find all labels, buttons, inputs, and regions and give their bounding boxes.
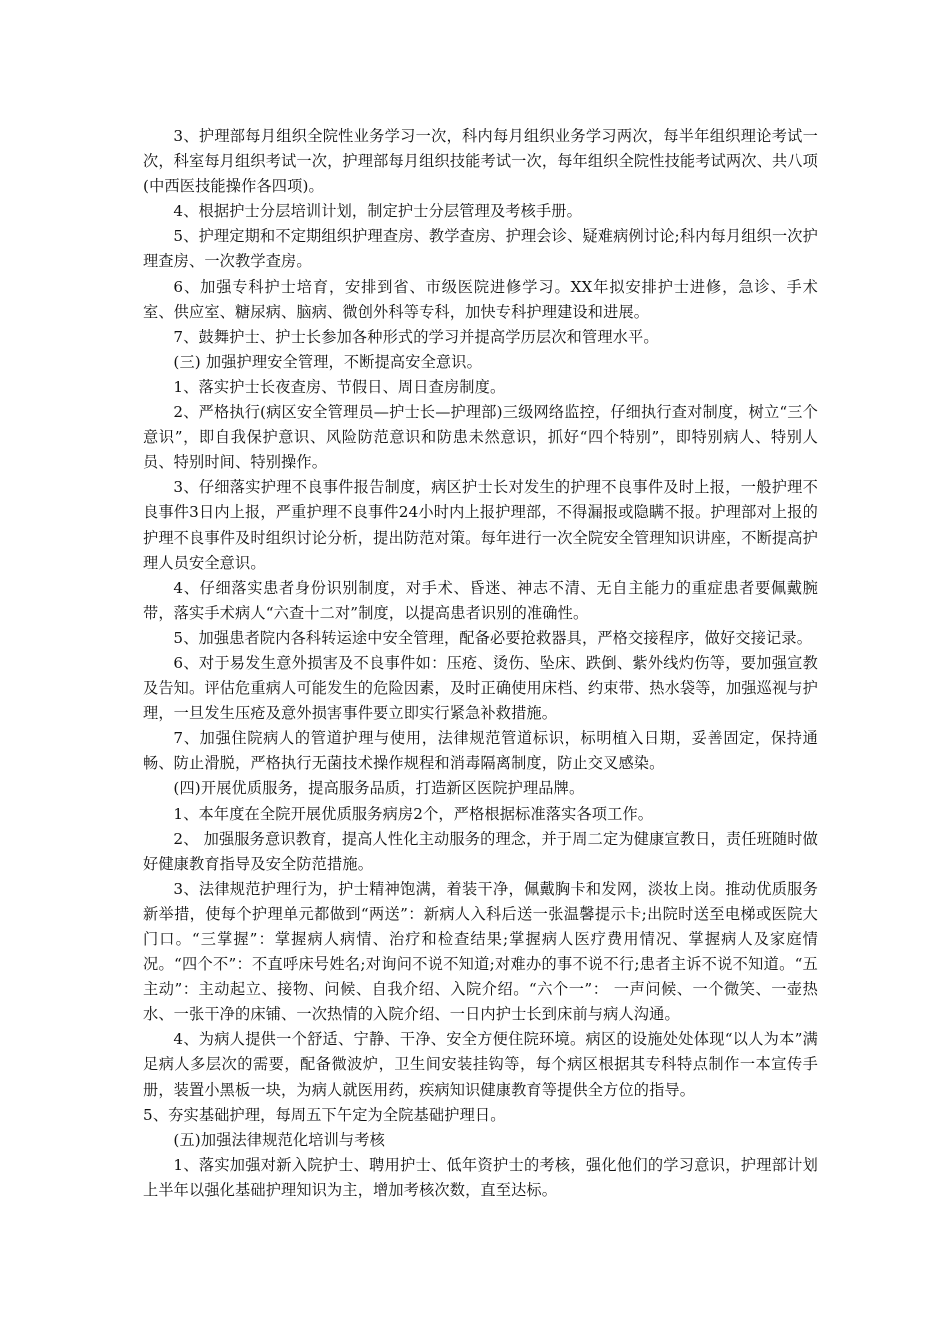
paragraph: 7、鼓舞护士、护士长参加各种形式的学习并提高学历层次和管理水平。	[173, 327, 659, 346]
paragraph: 5、加强患者院内各科转运途中安全管理，配备必要抢救器具，严格交接程序，做好交接记录。	[173, 628, 813, 647]
paragraph: 4、为病人提供一个舒适、宁静、干净、安全方便住院环境。病区的设施处处体现“以人为本”满足病人多层次的需要，配备微波炉，卫生间安装挂钩等，每个病区根据其专科特点制作一本宣传手册，装置小黑板一块，为病人就医用药，疾病知识健康教育等提供全方位的指导。	[143, 1030, 818, 1099]
paragraph: 6、对于易发生意外损害及不良事件如：压疮、烫伤、坠床、跌倒、紫外线灼伤等，要加强宣教及告知。评估危重病人可能发生的危险因素，及时正确使用床档、约束带、热水袋等，加强巡视与护理，一旦发生压疮及意外损害事件要立即实行紧急补救措施。	[143, 653, 818, 723]
section-heading: (五)加强法律规范化培训与考核	[173, 1130, 385, 1149]
paragraph: 3、护理部每月组织全院性业务学习一次，科内每月组织业务学习两次，每半年组织理论考试一次，科室每月组织考试一次，护理部每月组织技能考试一次，每年组织全院性技能考试两次、共八项(中西医技能操作各四项)。	[143, 127, 818, 196]
section-heading: (三) 加强护理安全管理，不断提高安全意识。	[173, 352, 482, 371]
paragraph: 2、严格执行(病区安全管理员—护士长—护理部)三级网络监控，仔细执行查对制度，树立“三个意识”，即自我保护意识、风险防范意识和防患未然意识，抓好“四个特别”，即特别病人、特别人员、特别时间、特别操作。	[143, 403, 818, 472]
paragraph: 1、落实护士长夜查房、节假日、周日查房制度。	[173, 377, 506, 396]
paragraph: 5、护理定期和不定期组织护理查房、教学查房、护理会诊、疑难病例讨论;科内每月组织一次护理查房、一次教学查房。	[143, 227, 818, 271]
document-body	[143, 124, 818, 1203]
paragraph: 7、加强住院病人的管道护理与使用，法律规范管道标识，标明植入日期，妥善固定，保持通畅、防止滑脱，严格执行无菌技术操作规程和消毒隔离制度，防止交叉感染。	[143, 729, 818, 773]
paragraph: 6、加强专科护士培育，安排到省、市级医院进修学习。XX年拟安排护士进修，急诊、手术室、供应室、糖尿病、脑病、微创外科等专科，加快专科护理建设和进展。	[143, 277, 818, 321]
paragraph: 4、仔细落实患者身份识别制度，对手术、昏迷、神志不清、无自主能力的重症患者要佩戴腕带，落实手术病人“六查十二对”制度，以提高患者识别的准确性。	[143, 578, 818, 622]
paragraph: 3、法律规范护理行为，护士精神饱满，着装干净，佩戴胸卡和发网，淡妆上岗。推动优质服务新举措，使每个护理单元都做到“两送”：新病人入科后送一张温馨提示卡;出院时送至电梯或医院大门口。“三掌握”：掌握病人病情、治疗和检查结果;掌握病人医疗费用情况、掌握病人及家庭情况。“四个不”：不直呼床号姓名;对询问不说不知道;对难办的事不说不行;患者主诉不说不知道。“五主动”：主动起立、接物、问候、自我介绍、入院介绍。“六个一”： 一声问候、一个微笑、一壶热水、一张干净的床铺、一次热情的入院介绍、一日内护士长到床前与病人沟通。	[143, 879, 818, 1024]
paragraph: 3、仔细落实护理不良事件报告制度，病区护士长对发生的护理不良事件及时上报，一般护理不良事件3日内上报，严重护理不良事件24小时内上报护理部，不得漏报或隐瞒不报。护理部对上报的护理不良事件及时组织讨论分析，提出防范对策。每年进行一次全院安全管理知识讲座，不断提高护理人员安全意识。	[143, 478, 818, 572]
paragraph: 5、夯实基础护理，每周五下午定为全院基础护理日。	[143, 1105, 506, 1124]
paragraph: 1、本年度在全院开展优质服务病房2个，严格根据标准落实各项工作。	[173, 804, 654, 823]
paragraph: 1、落实加强对新入院护士、聘用护士、低年资护士的考核，强化他们的学习意识，护理部计划上半年以强化基础护理知识为主，增加考核次数，直至达标。	[143, 1155, 818, 1199]
paragraph: 2、 加强服务意识教育，提高人性化主动服务的理念，并于周二定为健康宣教日，责任班随时做好健康教育指导及安全防范措施。	[143, 829, 818, 873]
paragraph: 4、根据护士分层培训计划，制定护士分层管理及考核手册。	[173, 202, 582, 221]
section-heading: (四)开展优质服务，提高服务品质，打造新区医院护理品牌。	[173, 779, 585, 798]
